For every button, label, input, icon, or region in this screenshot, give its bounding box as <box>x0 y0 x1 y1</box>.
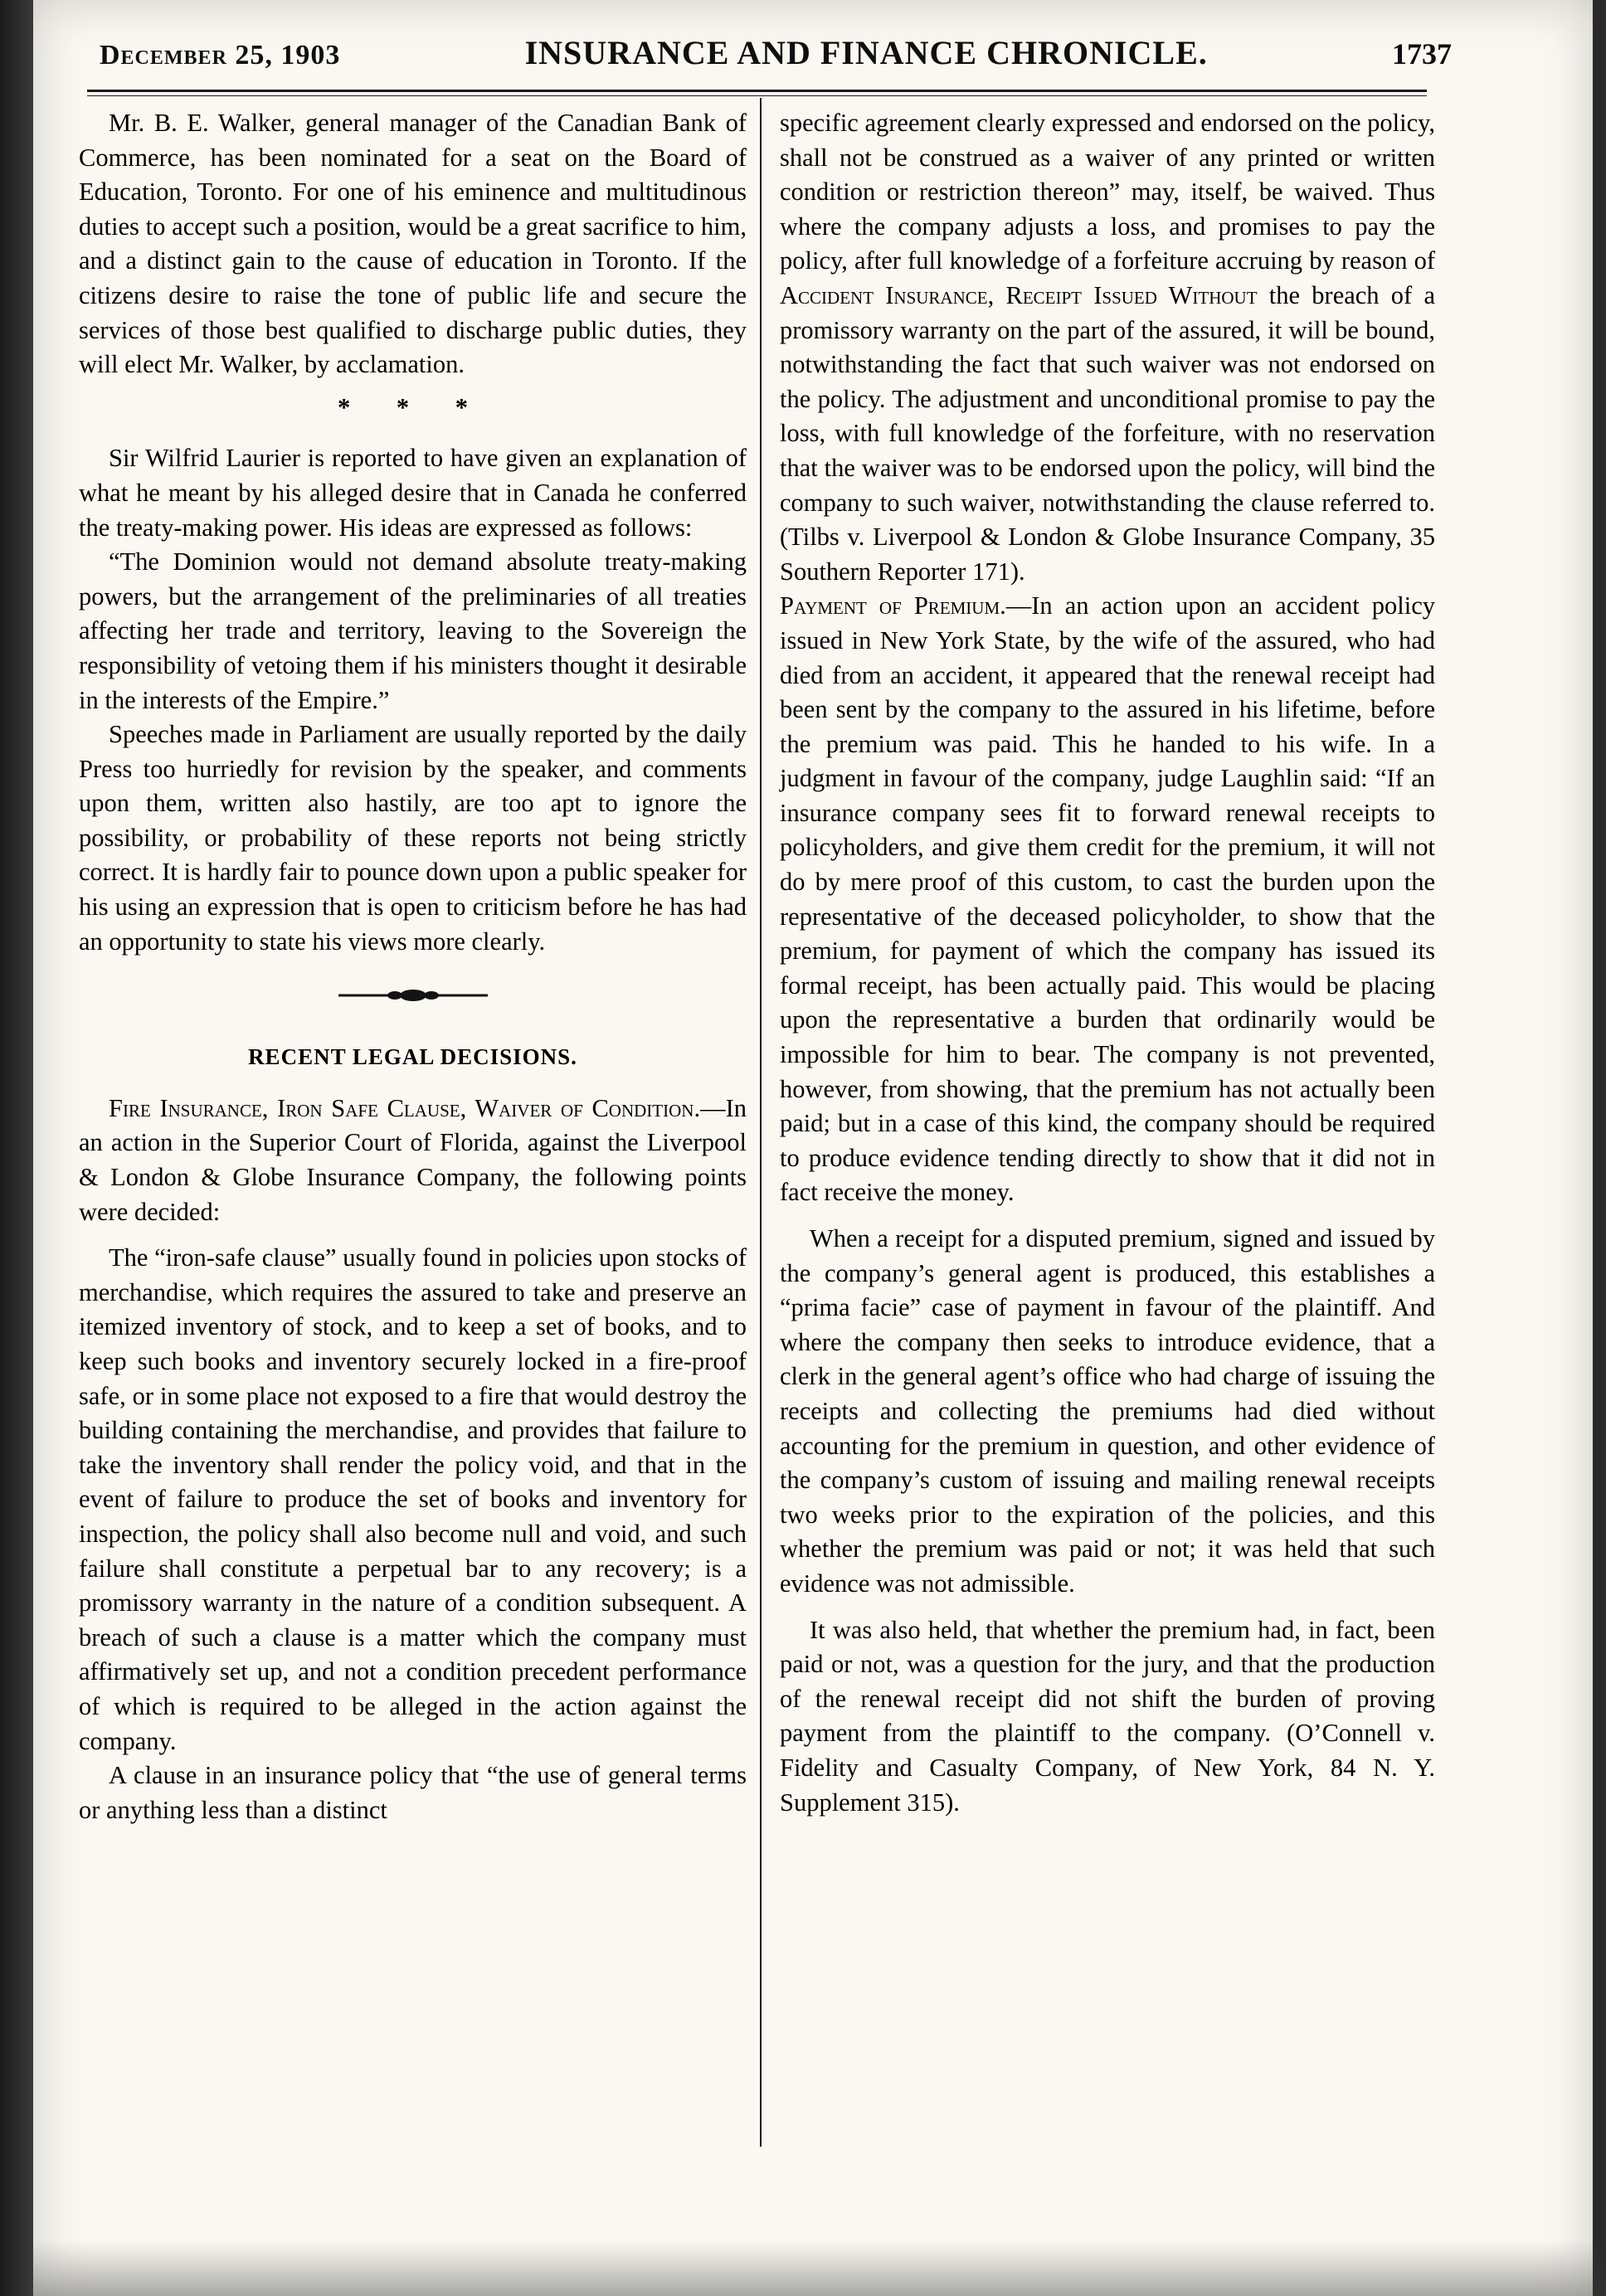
paragraph-iron-safe: The “iron-safe clause” usually found in policies upon stocks of merchandise, which requires the assured to take and preserve an itemized inventory of stock, and to keep a set of books, and to keep such books and inventory securely locked in a fire-proof safe, or in some place not exposed to a fire that would destroy the building containing the merchandise, and provides that failure to take the inventory shall render the policy void, and that in the event of failure to produce the set of books and inventory for inspection, the policy shall also become null and void, and such failure shall constitute a perpetual bar to any recovery; is a promissory warranty in the nature of a condition subsequent. A breach of such a clause is a matter which the company must affirmatively set up, and not a condition precedent performance of which is required to be alleged in the action against the company. <box>79 1243 747 1755</box>
header-rule-thin <box>87 95 1427 96</box>
header-page-number: 1737 <box>1391 37 1452 71</box>
paragraph-held: It was also held, that whether the premium had, in fact, been paid or not, was a question for the jury, and that the production of the renewal receipt did not shift the burden of proving payment from the plaintiff to the company. (O’Connell v. Fidelity and Casualty Company, of New York, 84 N. Y. Supplement 315). <box>780 1615 1435 1817</box>
header-date: December 25, 1903 <box>100 40 341 71</box>
paragraph-clause: A clause in an insurance policy that “the use of general terms or anything less than a distinct <box>79 1761 747 1824</box>
paragraph-speeches: Speeches made in Parliament are usually reported by the daily Press too hurriedly for revision by the speaker, and comments upon them, written also hastily, are too apt to ignore the possibility, or probability of these reports not being strictly correct. It is hardly fair to pounce down upon a public speaker for his using an expression that is open to criticism before he has had an opportunity to state his views more clearly. <box>79 720 747 956</box>
payment-premium-heading: Payment of Premium. <box>780 591 1006 620</box>
header-rule <box>87 90 1427 92</box>
scan-bottom-shadow <box>33 2240 1606 2296</box>
accident-insurance-heading: Accident Insurance, Receipt Issued Without <box>780 280 1258 309</box>
column-divider <box>760 98 762 2147</box>
fire-insurance-body: —In an action in the Superior Court of Florida, against the Liverpool & London & Globe Insurance Company, the following points were decided: <box>79 1093 747 1226</box>
payment-premium-body: —In an action upon an accident policy issued in New York State, by the wife of the assured, who had died from an accident, it appeared that the renewal receipt had been sent by the company to the assured in his lifetime, before the premium was paid. This he handed to his wife. In a judgment in favour of the company, judge Laughlin said: “If an insurance company sees fit to forward renewal receipts to policyholders, and give them credit for the premium, it will not do by mere proof of this custom, to cast the burden upon the representative of the deceased policyholder, to show that the premium, for payment of which the company has issued its formal receipt, has been actually paid. This would be placing upon the representative a burden that ordinarily would be impossible for him to bear. The company is not prevented, however, from showing, that the premium has not actually been paid; but in a case of this kind, the company should be required to produce evidence tending directly to show that it did not in fact receive the money. <box>780 591 1435 1207</box>
section-stars: * * * <box>338 392 488 421</box>
paragraph-receipt: When a receipt for a disputed premium, signed and issued by the company’s general agent is produced, this establishes a “prima facie” case of payment in favour of the plaintiff. And where the company then seeks to introduce evidence, that a clerk in the general agent’s office who had charge of issuing the receipts and collecting the premiums had died without accounting for the premium in question, and other evidence of the company’s custom of issuing and mailing renewal receipts two weeks prior to the expiration of the policies, and this whether the premium was paid or not; it was held that such evidence was not admissible. <box>780 1224 1435 1598</box>
header-title: INSURANCE AND FINANCE CHRONICLE. <box>524 34 1208 71</box>
ornament-icon <box>330 987 496 1004</box>
waiver-text-b: the breach of a promissory warranty on the part of the assured, it will be bound, notwithstanding the fact that such waiver was not endorsed on the policy. The adjustment and unconditional promise to pay the loss, with full knowledge of the forfeiture, with no reservation that the waiver was to be endorsed upon the policy, will bind the company to such waiver, notwithstanding the clause referred to. (Tilbs v. Liverpool & London & Globe Insurance Company, 35 Southern Reporter 171). <box>780 280 1435 586</box>
fire-insurance-heading: Fire Insurance, Iron Safe Clause, Waiver of Condition. <box>109 1093 701 1122</box>
paragraph-walker: Mr. B. E. Walker, general manager of the Canadian Bank of Commerce, has been nominated for a seat on the Board of Education, Toronto. For one of his eminence and multitudinous duties to accept such a position, would be a great sacrifice to him, and a distinct gain to the cause of education in Toronto. If the citizens desire to raise the tone of public life and secure the services of those best qualified to discharge public duties, they will elect Mr. Walker, by acclamation. <box>79 109 747 379</box>
paragraph-payment-premium <box>780 589 1435 1210</box>
page-header <box>100 33 1452 83</box>
section-heading-legal: RECENT LEGAL DECISIONS. <box>248 1044 577 1070</box>
paragraph-laurier-quote: “The Dominion would not demand absolute treaty-making powers, but the arrangement of the preliminaries of all treaties affecting her trade and territory, leaving to the Sovereign the responsibility of vetoing them if his ministers thought it desirable in the interests of the Empire.” <box>79 547 747 714</box>
paragraph-laurier: Sir Wilfrid Laurier is reported to have given an explanation of what he meant by his alleged desire that in Canada he conferred the treaty-making power. His ideas are expressed as follows: <box>79 444 747 542</box>
paragraph-fire-insurance <box>79 1092 747 1229</box>
scan-binding-edge <box>0 0 33 2296</box>
waiver-text-a: specific agreement clearly expressed and endorsed on the policy, shall not be construed as a waiver of any printed or written condition or restriction thereon” may, itself, be waived. Thus where the company adjusts a loss, and promises to pay the policy, after full knowledge of a forfeiture accruing by reason of <box>780 109 1435 275</box>
paragraph-waiver <box>780 106 1435 589</box>
left-column <box>79 106 747 1827</box>
right-column <box>780 106 1435 1820</box>
ornament-divider <box>79 987 747 1004</box>
